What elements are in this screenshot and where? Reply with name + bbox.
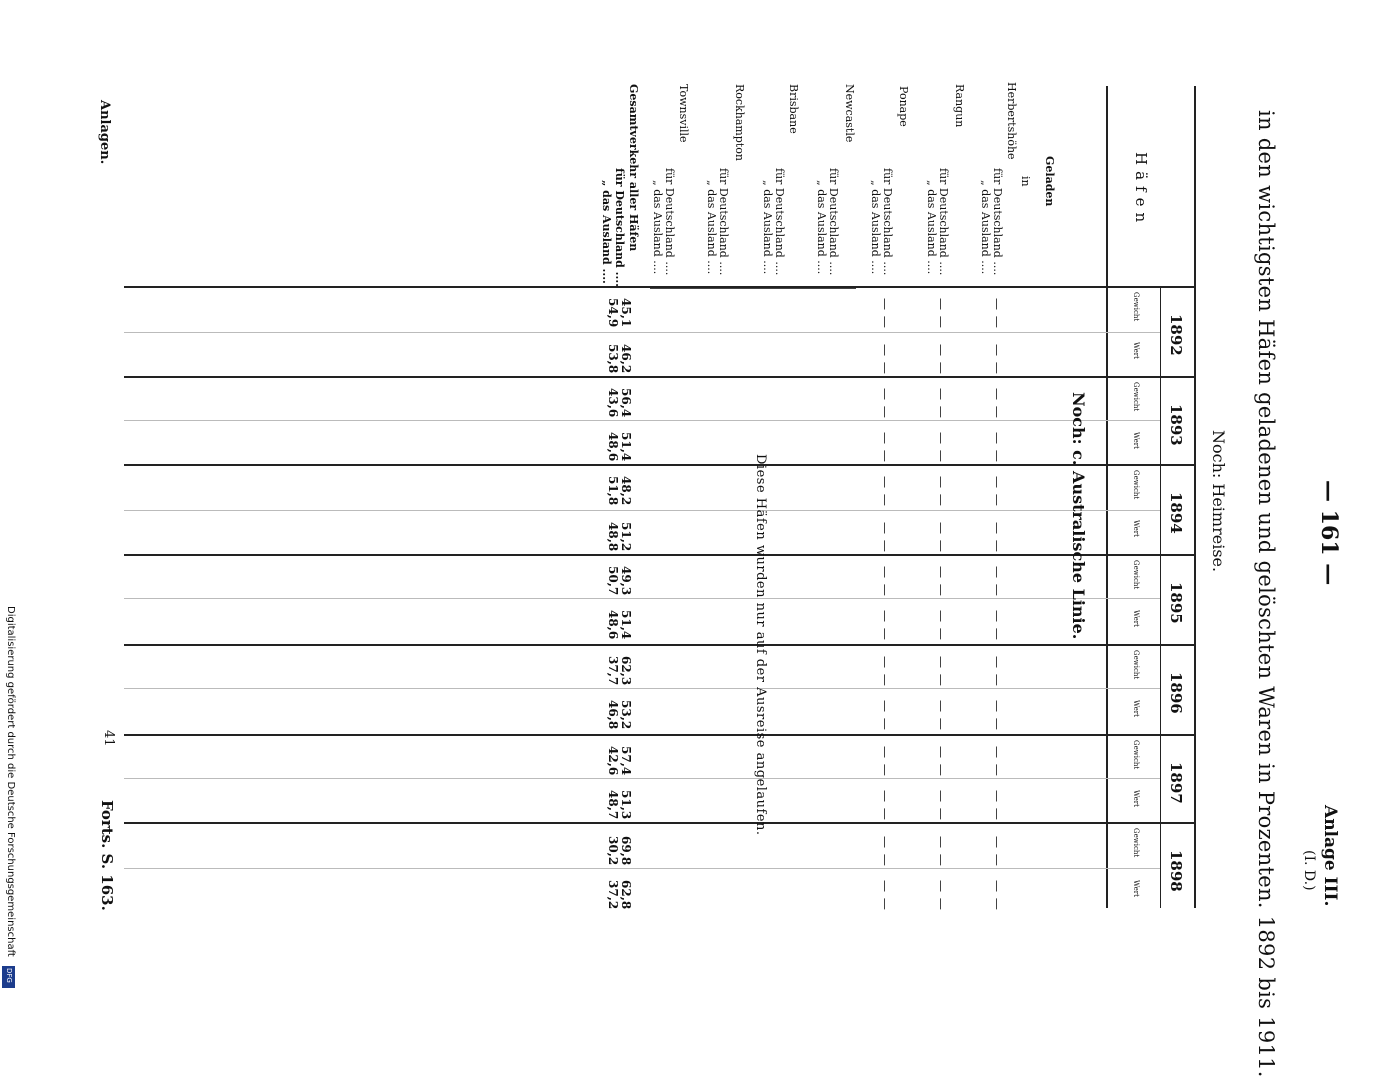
total-value-de: 51,4 bbox=[619, 610, 633, 640]
column-rule bbox=[124, 420, 1160, 421]
year-header: 1895 bbox=[1167, 582, 1185, 624]
dash-mark: — — bbox=[878, 700, 892, 731]
table-header-rule bbox=[1106, 86, 1108, 908]
year-header: 1893 bbox=[1167, 404, 1185, 446]
dash-mark: — — bbox=[934, 836, 948, 867]
total-value-de: 51,2 bbox=[619, 522, 633, 552]
dash-mark: — — bbox=[878, 610, 892, 641]
group-brace bbox=[650, 288, 856, 289]
subheader-weight: Gewicht bbox=[1132, 650, 1140, 680]
dash-mark: — — bbox=[878, 344, 892, 375]
total-label: Gesamtverkehr aller Häfen bbox=[627, 84, 640, 252]
port-name: Brisbane bbox=[787, 84, 800, 134]
digitization-credit: Digitalisierung gefördert durch die Deutsche Forschungsgemeinschaft bbox=[5, 606, 16, 957]
total-value-ru: 51,8 bbox=[606, 476, 620, 506]
total-value-de: 51,4 bbox=[619, 432, 633, 462]
dash-mark: — — bbox=[990, 432, 1004, 463]
column-rule bbox=[124, 822, 1196, 824]
port-row-ru: „ das Ausland .... bbox=[705, 180, 718, 275]
total-value-de: 62,8 bbox=[619, 880, 633, 910]
footer-continued: Forts. S. 163. bbox=[98, 800, 116, 911]
subheader-value: Wert bbox=[1132, 432, 1140, 449]
subheader-value: Wert bbox=[1132, 790, 1140, 807]
dash-mark: — — bbox=[990, 522, 1004, 553]
total-value-de: 53,2 bbox=[619, 700, 633, 730]
page-number: — 161 — bbox=[1316, 480, 1342, 586]
year-header: 1892 bbox=[1167, 314, 1185, 356]
column-rule bbox=[124, 376, 1196, 378]
port-name: Rockhampton bbox=[733, 84, 746, 161]
total-value-ru: 48,6 bbox=[606, 432, 620, 462]
total-value-de: 57,4 bbox=[619, 746, 633, 776]
subheader-weight: Gewicht bbox=[1132, 560, 1140, 590]
dash-mark: — — bbox=[878, 880, 892, 911]
port-name: Herbertshöhe bbox=[1005, 82, 1018, 160]
year-subheader-rule bbox=[1160, 288, 1161, 908]
subheader-weight: Gewicht bbox=[1132, 828, 1140, 858]
total-value-de: 49,3 bbox=[619, 566, 633, 596]
dash-mark: — — bbox=[990, 566, 1004, 597]
column-rule bbox=[124, 778, 1160, 779]
dash-mark: — — bbox=[878, 566, 892, 597]
column-rule bbox=[124, 510, 1160, 511]
dfg-logo-text: DFG bbox=[5, 968, 13, 983]
dash-mark: — — bbox=[878, 790, 892, 821]
dash-mark: — — bbox=[878, 656, 892, 687]
dash-mark: — — bbox=[934, 566, 948, 597]
stub-intro-in: in bbox=[1019, 176, 1032, 187]
dash-mark: — — bbox=[990, 790, 1004, 821]
dash-mark: — — bbox=[990, 880, 1004, 911]
port-row-ru: „ das Ausland .... bbox=[761, 180, 774, 275]
subheader-value: Wert bbox=[1132, 880, 1140, 897]
dash-mark: — — bbox=[878, 522, 892, 553]
dash-mark: — — bbox=[990, 700, 1004, 731]
appendix-label: Anlage III. bbox=[1320, 805, 1340, 907]
port-row-de: für Deutschland .... bbox=[663, 168, 676, 276]
column-rule bbox=[124, 598, 1160, 599]
column-rule bbox=[124, 464, 1196, 466]
stub-header: Häfen bbox=[1132, 152, 1150, 229]
port-row-ru: „ das Ausland .... bbox=[979, 180, 992, 275]
dash-mark: — — bbox=[878, 746, 892, 777]
dash-mark: — — bbox=[934, 880, 948, 911]
subheader-value: Wert bbox=[1132, 520, 1140, 537]
section-title: Noch: c. Australische Linie. bbox=[1069, 392, 1088, 640]
column-rule bbox=[124, 644, 1196, 646]
dash-mark: — — bbox=[934, 344, 948, 375]
dash-mark: — — bbox=[990, 836, 1004, 867]
subheader-value: Wert bbox=[1132, 342, 1140, 359]
total-value-ru: 46,8 bbox=[606, 700, 620, 730]
total-value-ru: 50,7 bbox=[606, 566, 620, 596]
port-row-de: für Deutschland .... bbox=[937, 168, 950, 276]
total-value-ru: 43,6 bbox=[606, 388, 620, 418]
total-value-de: 56,4 bbox=[619, 388, 633, 418]
total-value-ru: 54,9 bbox=[606, 298, 620, 328]
dash-mark: — — bbox=[878, 298, 892, 329]
dash-mark: — — bbox=[878, 388, 892, 419]
dash-mark: — — bbox=[934, 432, 948, 463]
dash-mark: — — bbox=[878, 836, 892, 867]
dfg-logo bbox=[2, 966, 15, 988]
year-header: 1898 bbox=[1167, 850, 1185, 892]
total-value-ru: 30,2 bbox=[606, 836, 620, 866]
port-row-ru: „ das Ausland .... bbox=[651, 180, 664, 275]
subheader-value: Wert bbox=[1132, 700, 1140, 717]
column-rule bbox=[124, 868, 1160, 869]
dash-mark: — — bbox=[878, 476, 892, 507]
footer-sheet-number: 41 bbox=[101, 730, 116, 747]
dash-mark: — — bbox=[934, 388, 948, 419]
total-value-ru: 37,7 bbox=[606, 656, 620, 686]
total-value-de: 46,2 bbox=[619, 344, 633, 374]
port-name: Rangun bbox=[953, 84, 966, 128]
port-row-de: für Deutschland .... bbox=[827, 168, 840, 276]
footer-anlagen: Anlagen. bbox=[97, 100, 112, 165]
port-row-de: für Deutschland .... bbox=[991, 168, 1004, 276]
dash-mark: — — bbox=[934, 790, 948, 821]
total-value-ru: 42,6 bbox=[606, 746, 620, 776]
dash-mark: — — bbox=[934, 522, 948, 553]
port-row-ru: „ das Ausland .... bbox=[815, 180, 828, 275]
subheader-weight: Gewicht bbox=[1132, 470, 1140, 500]
total-value-de: 45,1 bbox=[619, 298, 633, 328]
dash-mark: — — bbox=[934, 298, 948, 329]
total-row-de: für Deutschland .... bbox=[613, 168, 626, 288]
dash-mark: — — bbox=[934, 700, 948, 731]
dash-mark: — — bbox=[934, 476, 948, 507]
total-value-ru: 37,2 bbox=[606, 880, 620, 910]
appendix-sub-label: (I. D.) bbox=[1301, 850, 1317, 891]
dash-mark: — — bbox=[990, 610, 1004, 641]
dash-mark: — — bbox=[878, 432, 892, 463]
port-row-ru: „ das Ausland .... bbox=[869, 180, 882, 275]
port-name: Townsville bbox=[677, 84, 690, 143]
total-value-de: 69,8 bbox=[619, 836, 633, 866]
page-title: in den wichtigsten Häfen geladenen und gelöschten Waren in Prozenten. 1892 bis 1911. bbox=[1254, 110, 1278, 1078]
dash-mark: — — bbox=[934, 746, 948, 777]
port-row-ru: „ das Ausland .... bbox=[925, 180, 938, 275]
column-rule bbox=[124, 688, 1160, 689]
dash-mark: — — bbox=[990, 656, 1004, 687]
subheader-weight: Gewicht bbox=[1132, 382, 1140, 412]
total-value-de: 48,2 bbox=[619, 476, 633, 506]
subheader-value: Wert bbox=[1132, 610, 1140, 627]
dash-mark: — — bbox=[990, 476, 1004, 507]
page-subtitle: Noch: Heimreise. bbox=[1209, 430, 1228, 573]
column-rule bbox=[124, 734, 1196, 736]
dash-mark: — — bbox=[934, 610, 948, 641]
total-value-de: 62,3 bbox=[619, 656, 633, 686]
dash-mark: — — bbox=[990, 388, 1004, 419]
port-row-de: für Deutschland .... bbox=[717, 168, 730, 276]
year-header: 1897 bbox=[1167, 762, 1185, 804]
stub-intro: Geladen bbox=[1043, 156, 1056, 207]
table-note: Diese Häfen wurden nur auf der Ausreise angelaufen. bbox=[753, 454, 768, 836]
port-name: Ponape bbox=[897, 86, 910, 127]
total-value-ru: 48,8 bbox=[606, 522, 620, 552]
port-name: Newcastle bbox=[843, 84, 856, 143]
total-value-ru: 48,7 bbox=[606, 790, 620, 820]
port-row-de: für Deutschland .... bbox=[773, 168, 786, 276]
total-value-de: 51,3 bbox=[619, 790, 633, 820]
subheader-weight: Gewicht bbox=[1132, 740, 1140, 770]
dash-mark: — — bbox=[990, 298, 1004, 329]
year-header: 1894 bbox=[1167, 492, 1185, 534]
column-rule bbox=[124, 554, 1196, 556]
dash-mark: — — bbox=[934, 656, 948, 687]
subheader-weight: Gewicht bbox=[1132, 292, 1140, 322]
column-rule bbox=[124, 332, 1160, 333]
total-value-ru: 53,8 bbox=[606, 344, 620, 374]
total-value-ru: 48,6 bbox=[606, 610, 620, 640]
port-row-de: für Deutschland .... bbox=[881, 168, 894, 276]
table-top-rule bbox=[1194, 86, 1196, 908]
dash-mark: — — bbox=[990, 344, 1004, 375]
year-header: 1896 bbox=[1167, 672, 1185, 714]
dash-mark: — — bbox=[990, 746, 1004, 777]
total-row-ru: „ das Ausland .... bbox=[600, 180, 613, 284]
